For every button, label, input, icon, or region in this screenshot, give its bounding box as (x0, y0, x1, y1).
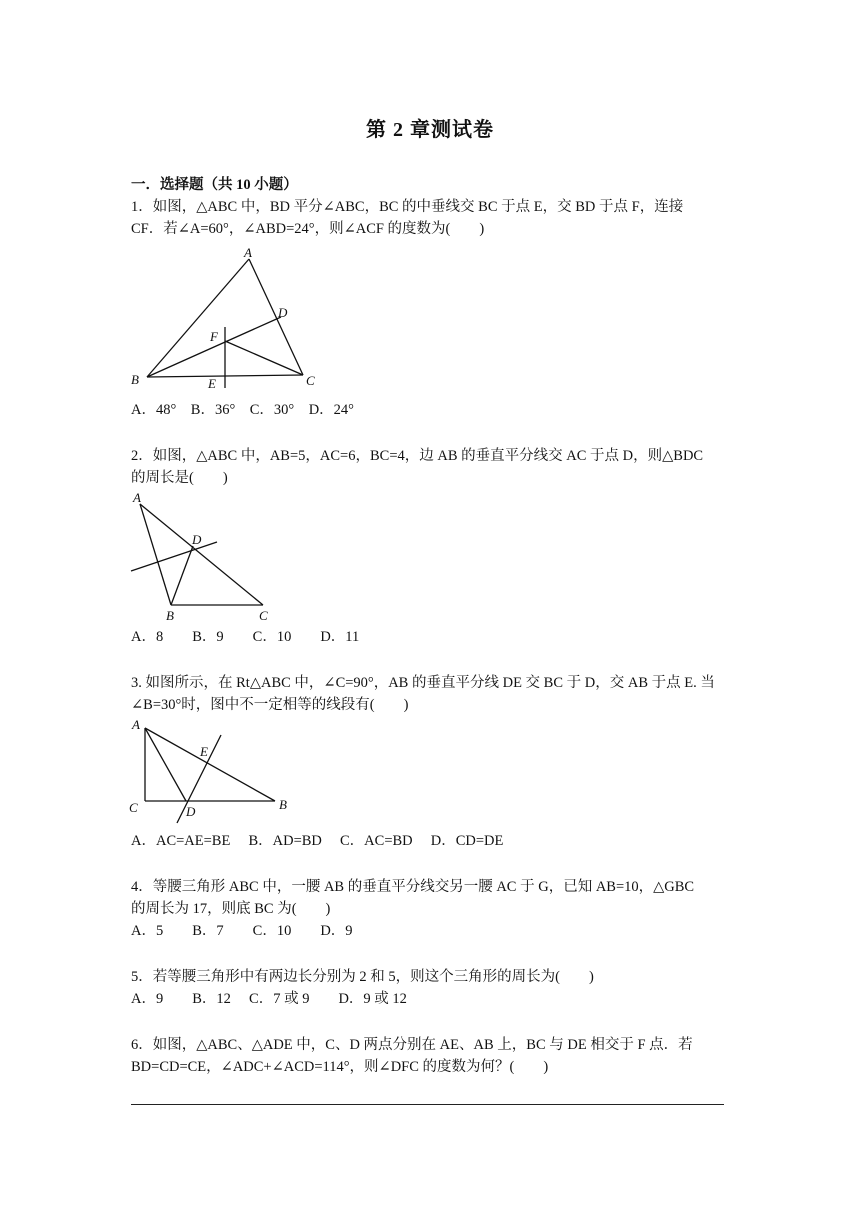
q5-stem-line1: 5．若等腰三角形中有两边长分别为 2 和 5，则这个三角形的周长为( ) (131, 969, 594, 985)
q3-label-e: E (200, 744, 208, 759)
q2-label-c: C (259, 608, 268, 623)
q5-options: A．9 B．12 C．7 或 9 D．9 或 12 (131, 991, 407, 1007)
q3-label-b: B (279, 797, 287, 812)
q3-stem-line1: 3. 如图所示，在 Rt△ABC 中，∠C=90°，AB 的垂直平分线 DE 交 BC 于 D，交 AB 于点 E. 当 (131, 675, 715, 691)
q6-stem-line2: BD=CD=CE，∠ADC+∠ACD=114°，则∠DFC 的度数为何？( ) (131, 1059, 549, 1075)
q3-options: A．AC=AE=BE B．AD=BD C．AC=BD D．CD=DE (131, 833, 504, 849)
footer-rule (131, 1104, 724, 1105)
q1-label-c: C (306, 373, 315, 388)
q3-figure (125, 715, 300, 830)
q3-label-a: A (132, 717, 140, 732)
q1-options: A．48° B．36° C．30° D．24° (131, 402, 354, 418)
q3-stem-line2: ∠B=30°时，图中不一定相等的线段有( ) (131, 697, 409, 713)
q1-stem-line1: 1．如图，△ABC 中，BD 平分∠ABC，BC 的中垂线交 BC 于点 E，交 BD 于点 F，连接 (131, 199, 684, 215)
q2-stem-line2: 的周长是( ) (131, 470, 228, 486)
q1-label-a: A (244, 245, 252, 260)
q3-label-c: C (129, 800, 138, 815)
q2-options: A．8 B．9 C．10 D．11 (131, 629, 360, 645)
page-title: 第 2 章测试卷 (366, 119, 494, 141)
q1-figure (125, 245, 325, 395)
q1-label-e: E (208, 376, 216, 391)
q4-options: A．5 B．7 C．10 D．9 (131, 923, 353, 939)
q1-stem-line2: CF．若∠A=60°，∠ABD=24°，则∠ACF 的度数为( ) (131, 221, 485, 237)
q2-label-b: B (166, 608, 174, 623)
q4-stem-line2: 的周长为 17，则底 BC 为( ) (131, 901, 331, 917)
q1-label-f: F (210, 329, 218, 344)
q2-figure (125, 490, 285, 625)
q1-label-b: B (131, 372, 139, 387)
q2-label-d: D (192, 532, 202, 547)
q4-stem-line1: 4．等腰三角形 ABC 中，一腰 AB 的垂直平分线交另一腰 AC 于 G，已知 AB=10，△GBC (131, 879, 695, 895)
q6-stem-line1: 6．如图，△ABC、△ADE 中，C、D 两点分别在 AE、AB 上，BC 与 DE 相交于 F 点．若 (131, 1037, 693, 1053)
q3-label-d: D (186, 804, 196, 819)
q2-label-a: A (133, 490, 141, 505)
q1-label-d: D (278, 305, 288, 320)
section-heading: 一．选择题（共 10 小题） (131, 177, 298, 193)
q2-stem-line1: 2．如图，△ABC 中，AB=5，AC=6，BC=4，边 AB 的垂直平分线交 AC 于点 D，则△BDC (131, 448, 704, 464)
